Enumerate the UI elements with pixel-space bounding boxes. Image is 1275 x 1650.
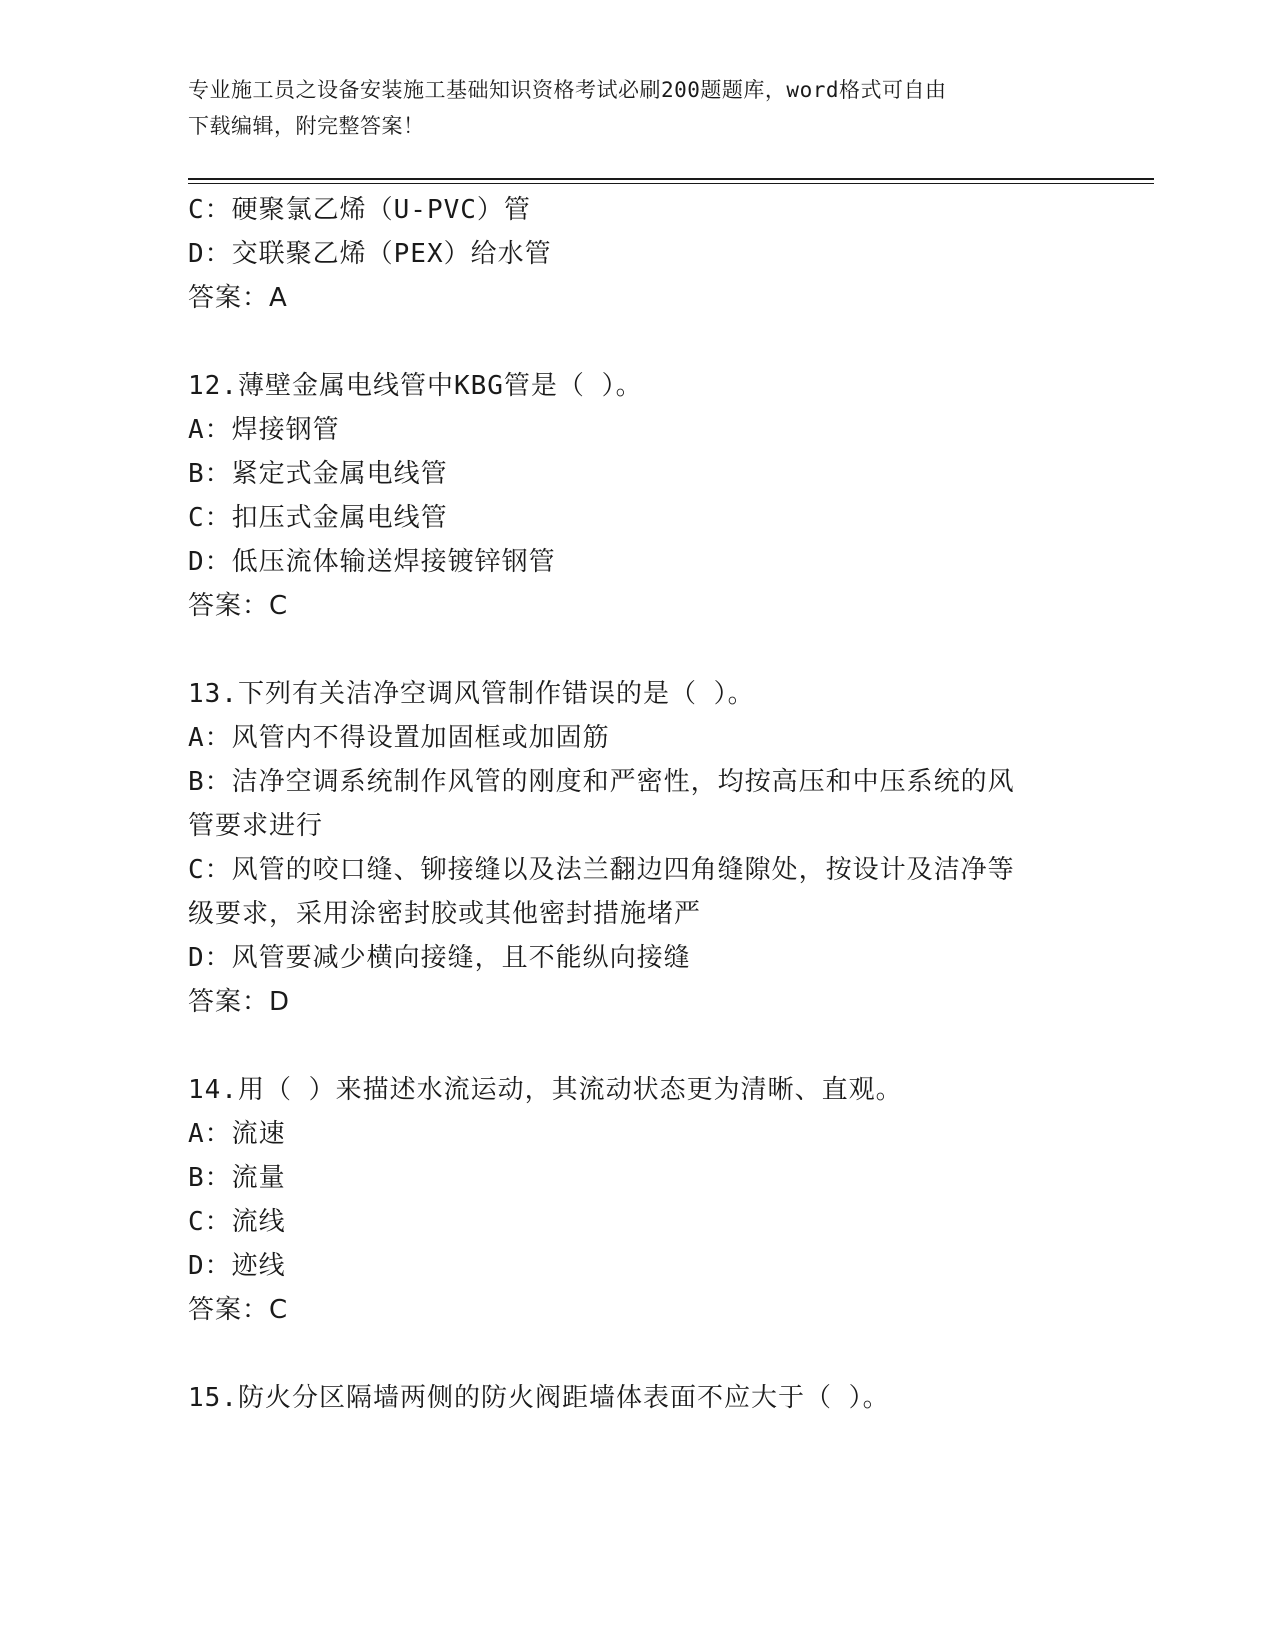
q14-stem: 14.用（ ）来描述水流运动，其流动状态更为清晰、直观。 [188,1075,903,1105]
q13-option-a: A：风管内不得设置加固框或加固筋 [188,723,610,753]
q12-option-b: B：紧定式金属电线管 [188,459,448,489]
q14-answer: 答案：C [188,1295,289,1325]
q12-option-a: A：焊接钢管 [188,415,340,445]
header-line-2: 下载编辑，附完整答案！ [188,114,425,138]
q13-answer: 答案：D [188,987,291,1017]
q12-stem: 12.薄壁金属电线管中KBG管是（ ）。 [188,371,643,401]
q11-answer: 答案：A [188,283,288,313]
q12-answer: 答案：C [188,591,289,621]
q13-option-b-line-2: 管要求进行 [188,811,324,841]
header-divider-thin [188,183,1154,184]
q11-option-d: D：交联聚乙烯（PEX）给水管 [188,239,552,269]
header-divider-thick [188,178,1154,180]
q14-option-c: C：流线 [188,1207,286,1237]
q11-option-c: C：硬聚氯乙烯（U-PVC）管 [188,195,531,225]
q15-stem: 15.防火分区隔墙两侧的防火阀距墙体表面不应大于（ ）。 [188,1383,890,1413]
header-line-1: 专业施工员之设备安装施工基础知识资格考试必刷200题题库，word格式可自由 [188,78,947,102]
q14-option-b: B：流量 [188,1163,286,1193]
q13-option-b-line-1: B：洁净空调系统制作风管的刚度和严密性，均按高压和中压系统的风 [188,767,1015,797]
q12-option-c: C：扣压式金属电线管 [188,503,448,533]
q13-stem: 13.下列有关洁净空调风管制作错误的是（ ）。 [188,679,755,709]
q13-option-d: D：风管要减少横向接缝，且不能纵向接缝 [188,943,691,973]
document-header [188,72,1088,144]
q13-option-c-line-2: 级要求，采用涂密封胶或其他密封措施堵严 [188,899,702,929]
q12-option-d: D：低压流体输送焊接镀锌钢管 [188,547,556,577]
q14-option-d: D：迹线 [188,1251,286,1281]
q13-option-c-line-1: C：风管的咬口缝、铆接缝以及法兰翻边四角缝隙处，按设计及洁净等 [188,855,1015,885]
q14-option-a: A：流速 [188,1119,286,1149]
